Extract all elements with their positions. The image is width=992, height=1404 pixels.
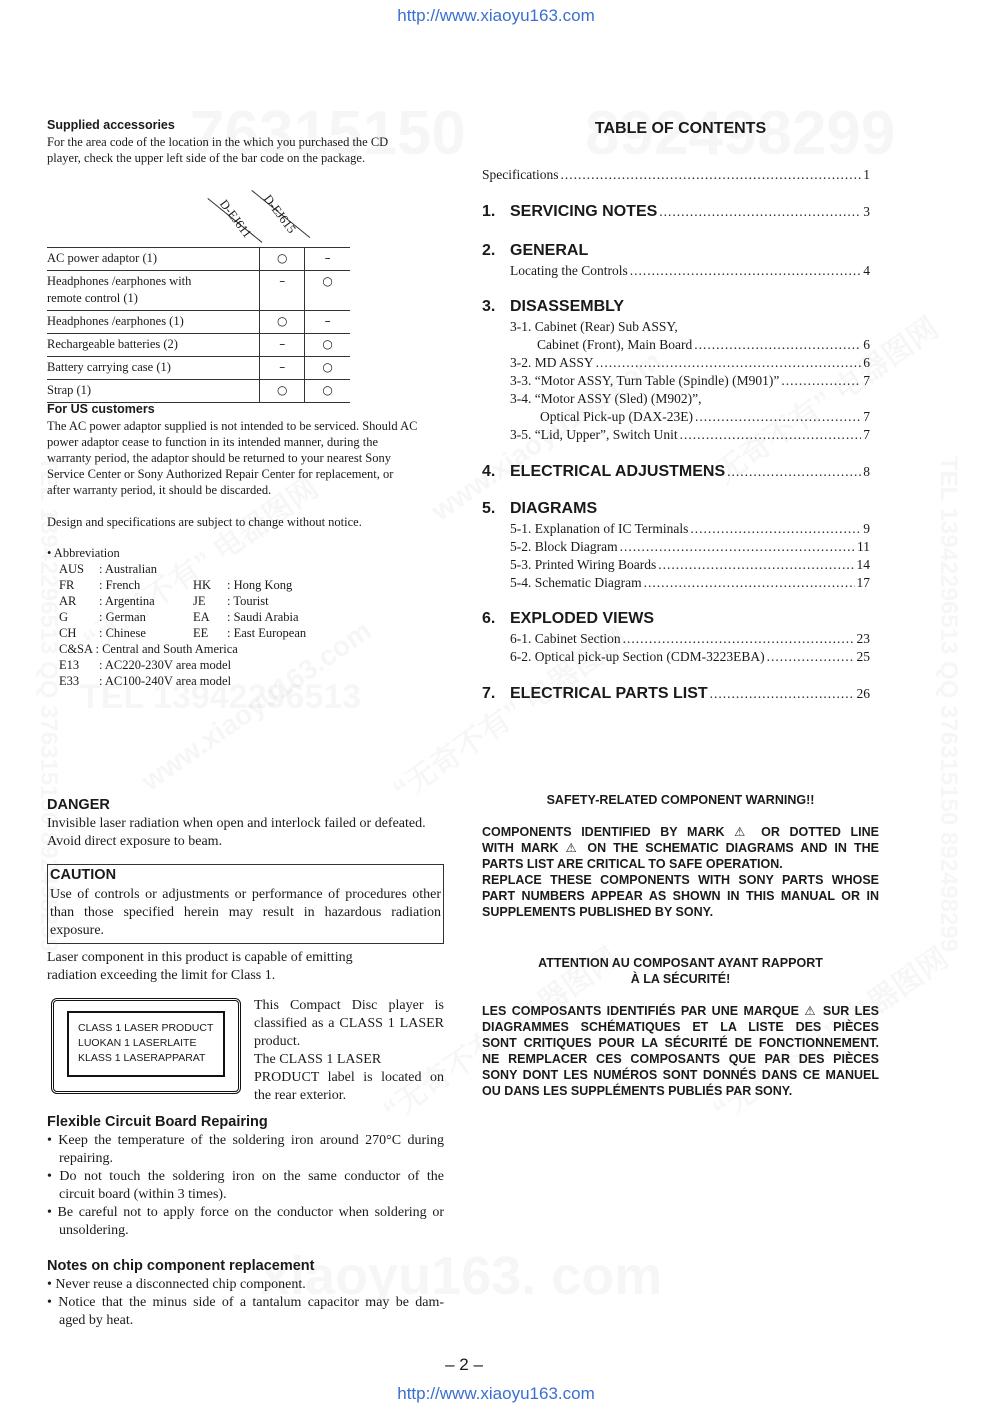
abbr-code: FR <box>59 578 75 592</box>
abbr-code: G <box>59 610 69 624</box>
laser-class-text: product. <box>254 1034 301 1049</box>
safety-warning-fr-line: SONT CRITIQUES POUR LA SÉCURITÉ DE FONCTIONNEMENT. <box>482 1036 879 1050</box>
page-number: – 2 – <box>445 1355 483 1374</box>
danger-text-line: Invisible laser radiation when open and interlock failed or defeated. <box>47 816 426 831</box>
abbr-desc: : French <box>99 578 141 592</box>
table-row <box>47 380 350 403</box>
abbr-code: E13 <box>59 658 80 672</box>
toc-section-1[interactable]: 1. SERVICING NOTES ..... 3 <box>482 203 870 221</box>
toc-entry-specifications[interactable]: Specifications ..... 1 <box>482 167 870 183</box>
laser-label-line: CLASS 1 LASER PRODUCT <box>78 1022 214 1034</box>
chip-bullet: • Notice that the minus side of a tantalum capacitor may be dam- <box>47 1295 444 1310</box>
safety-warning-line: REPLACE THESE COMPONENTS WITH SONY PARTS WHOSE <box>482 873 879 887</box>
abbr-code: CH <box>59 626 77 640</box>
toc-entry-6-2[interactable]: 6-2. Optical pick-up Section (CDM-3223EBA) ..... 25 <box>510 649 870 665</box>
laser-label-line: LUOKAN 1 LASERLAITE <box>78 1037 197 1049</box>
table-row <box>47 248 350 271</box>
availability-mark: ○ <box>260 311 305 334</box>
availability-mark: – <box>305 311 350 334</box>
us-customers-heading: For US customers <box>47 402 155 416</box>
column-header-dej611: D-EJ611 <box>216 197 255 241</box>
flex-heading: Flexible Circuit Board Repairing <box>47 1114 268 1130</box>
laser-text-line: radiation exceeding the limit for Class 1. <box>47 968 276 983</box>
header-url-link[interactable]: http://www.xiaoyu163.com <box>397 6 595 25</box>
abbr-code: AUS <box>59 562 85 576</box>
design-note: Design and specifications are subject to change without notice. <box>47 515 362 529</box>
flex-bullet-cont: circuit board (within 3 times). <box>59 1187 227 1202</box>
availability-mark: ○ <box>305 334 350 357</box>
table-row <box>47 311 350 334</box>
us-text-line: Service Center or Sony Authorized Repair Center for replacement, or <box>47 467 394 481</box>
chip-heading: Notes on chip component replacement <box>47 1258 315 1274</box>
flex-bullet: • Be careful not to apply force on the conductor when soldering or <box>47 1205 444 1220</box>
safety-warning-fr-line: SONY DONT LES NUMÉROS SONT DONNÉS DANS CE MANUEL <box>482 1068 879 1082</box>
toc-entry-6-1[interactable]: 6-1. Cabinet Section ..... 23 <box>510 631 870 647</box>
abbr-desc: : Chinese <box>99 626 146 640</box>
availability-mark: ○ <box>305 357 350 380</box>
availability-mark: ○ <box>305 380 350 403</box>
abbr-code: JE <box>193 594 206 608</box>
safety-warning-line: WITH MARK ⚠ ON THE SCHEMATIC DIAGRAMS AND IN THE <box>482 841 879 855</box>
accessory-item: Strap (1) <box>47 380 260 403</box>
accessories-table <box>47 247 350 403</box>
accessory-item: AC power adaptor (1) <box>47 248 260 271</box>
abbr-desc: : Hong Kong <box>227 578 293 592</box>
availability-mark: ○ <box>260 248 305 271</box>
safety-warning-title: SAFETY-RELATED COMPONENT WARNING!! <box>546 793 815 807</box>
availability-mark: ○ <box>260 380 305 403</box>
abbr-desc: : AC100-240V area model <box>99 674 232 688</box>
laser-text-line: Laser component in this product is capable of emitting <box>47 950 353 965</box>
toc-entry-3-1[interactable]: 3-1. Cabinet (Rear) Sub ASSY, <box>510 319 678 334</box>
abbr-code: EA <box>193 610 210 624</box>
us-text-line: warranty period, the adaptor should be returned to your nearest Sony <box>47 451 391 465</box>
us-text-line: after warranty period, it should be discarded. <box>47 483 272 497</box>
abbr-desc: : Australian <box>99 562 157 576</box>
us-text-line: power adaptor cease to function in its intended manner, during the <box>47 435 378 449</box>
toc-entry-3-4-cont[interactable]: Optical Pick-up (DAX-23E) ..... 7 <box>540 409 870 425</box>
toc-section-4[interactable]: 4. ELECTRICAL ADJUSTMENS ..... 8 <box>482 463 870 481</box>
laser-label-line: KLASS 1 LASERAPPARAT <box>78 1052 206 1064</box>
toc-section-7[interactable]: 7. ELECTRICAL PARTS LIST ..... 26 <box>482 685 870 703</box>
accessory-item: Rechargeable batteries (2) <box>47 334 260 357</box>
accessories-heading: Supplied accessories <box>47 118 175 132</box>
caution-text-line: than those specified herein may result in hazardous radiation <box>50 905 441 920</box>
availability-mark: – <box>260 271 305 311</box>
toc-entry-5-3[interactable]: 5-3. Printed Wiring Boards ..... 14 <box>510 557 870 573</box>
safety-warning-fr-title: ATTENTION AU COMPOSANT AYANT RAPPORT <box>538 956 823 970</box>
safety-warning-line: PART NUMBERS APPEAR AS SHOWN IN THIS MANUAL OR IN <box>482 889 879 903</box>
toc-entry-5-4[interactable]: 5-4. Schematic Diagram ..... 17 <box>510 575 870 591</box>
abbr-code: EE <box>193 626 209 640</box>
table-row <box>47 334 350 357</box>
column-header-dej615: D-EJ615 <box>260 192 299 236</box>
abbreviation-title: • Abbreviation <box>47 546 120 560</box>
table-row <box>47 271 350 311</box>
accessory-item: Headphones /earphones with remote control (1) <box>47 271 260 311</box>
abbr-desc: : German <box>99 610 146 624</box>
toc-entry-5-2[interactable]: 5-2. Block Diagram ..... 11 <box>510 539 870 555</box>
abbr-desc: : Argentina <box>99 594 155 608</box>
toc-entry-2-1[interactable]: Locating the Controls ..... 4 <box>510 263 870 279</box>
caution-text-line: exposure. <box>50 923 105 938</box>
caution-heading: CAUTION <box>50 867 117 883</box>
safety-warning-line: SUPPLEMENTS PUBLISHED BY SONY. <box>482 905 714 919</box>
laser-class-text: This Compact Disc player is <box>254 998 444 1013</box>
toc-section-6[interactable]: 6. EXPLODED VIEWS <box>482 610 655 627</box>
availability-mark: – <box>260 357 305 380</box>
flex-bullet-cont: unsoldering. <box>59 1223 129 1238</box>
abbr-desc: : Saudi Arabia <box>227 610 299 624</box>
caution-text-line: Use of controls or adjustments or performance of procedures other <box>50 887 441 902</box>
toc-section-5[interactable]: 5. DIAGRAMS <box>482 500 598 517</box>
abbr-desc: : East European <box>227 626 307 640</box>
safety-warning-fr-line: LES COMPOSANTS IDENTIFIÉS PAR UNE MARQUE ⚠ SUR LES <box>482 1004 879 1018</box>
table-row <box>47 357 350 380</box>
flex-bullet: • Keep the temperature of the soldering iron around 270°C during <box>47 1133 444 1148</box>
danger-text-line: Avoid direct exposure to beam. <box>47 834 223 849</box>
toc-section-3[interactable]: 3. DISASSEMBLY <box>482 298 625 315</box>
laser-product-label <box>51 998 241 1094</box>
laser-class-text: PRODUCT label is located on <box>254 1070 444 1085</box>
safety-warning-fr-line: NE REMPLACER CES COMPOSANTS QUE PAR DES PIÈCES <box>482 1052 879 1066</box>
availability-mark: – <box>305 248 350 271</box>
safety-warning-fr-title: À LA SÉCURITÉ! <box>630 972 731 986</box>
availability-mark: – <box>260 334 305 357</box>
safety-warning-line: PARTS LIST ARE CRITICAL TO SAFE OPERATION. <box>482 857 783 871</box>
laser-label-inner <box>67 1011 225 1077</box>
safety-warning-line: COMPONENTS IDENTIFIED BY MARK ⚠ OR DOTTED LINE <box>482 825 879 839</box>
abbr-code: E33 <box>59 674 80 688</box>
danger-heading: DANGER <box>47 797 110 813</box>
toc-entry-3-2[interactable]: 3-2. MD ASSY ..... 6 <box>510 355 870 371</box>
flex-bullet: • Do not touch the soldering iron on the same conductor of the <box>47 1169 444 1184</box>
abbr-code: AR <box>59 594 77 608</box>
toc-entry-3-3[interactable]: 3-3. “Motor ASSY, Turn Table (Spindle) (M901)” ..... 7 <box>510 373 870 389</box>
watermark-side-right <box>934 456 962 952</box>
chip-bullet: • Never reuse a disconnected chip component. <box>47 1277 306 1292</box>
toc-entry-5-1[interactable]: 5-1. Explanation of IC Terminals ..... 9 <box>510 521 870 537</box>
footer-url-link[interactable]: http://www.xiaoyu163.com <box>397 1384 595 1403</box>
toc-entry-3-1-cont[interactable]: Cabinet (Front), Main Board ..... 6 <box>537 337 870 353</box>
availability-mark: ○ <box>305 271 350 311</box>
accessories-note-line2: player, check the upper left side of the bar code on the package. <box>47 151 366 165</box>
us-text-line: The AC power adaptor supplied is not intended to be serviced. Should AC <box>47 419 418 433</box>
toc-title: TABLE OF CONTENTS <box>594 120 767 137</box>
toc-section-2[interactable]: 2. GENERAL <box>482 242 589 259</box>
caution-box <box>47 864 444 944</box>
flex-bullet-cont: repairing. <box>59 1151 114 1166</box>
abbr-desc: : Tourist <box>227 594 269 608</box>
abbr-code: HK <box>193 578 212 592</box>
abbr-desc: : AC220-230V area model <box>99 658 232 672</box>
accessory-item: Headphones /earphones (1) <box>47 311 260 334</box>
laser-class-text: The CLASS 1 LASER <box>254 1052 382 1067</box>
laser-class-text: classified as a CLASS 1 LASER <box>254 1016 444 1031</box>
accessory-item: Battery carrying case (1) <box>47 357 260 380</box>
safety-warning-fr-line: DIAGRAMMES SCHÉMATIQUES ET LA LISTE DES PIÈCES <box>482 1020 879 1034</box>
abbr-csa: C&SA : Central and South America <box>59 642 238 656</box>
laser-class-text: the rear exterior. <box>254 1088 347 1103</box>
toc-entry-3-5[interactable]: 3-5. “Lid, Upper”, Switch Unit ..... 7 <box>510 427 870 443</box>
accessories-note-line1: For the area code of the location in the which you purchased the CD <box>47 135 389 149</box>
safety-warning-fr-line: OU DANS LES SUPPLÉMENTS PUBLIÉS PAR SONY. <box>482 1084 793 1098</box>
toc-entry-3-4[interactable]: 3-4. “Motor ASSY (Sled) (M902)”, <box>510 391 702 406</box>
chip-bullet-cont: aged by heat. <box>59 1313 134 1328</box>
